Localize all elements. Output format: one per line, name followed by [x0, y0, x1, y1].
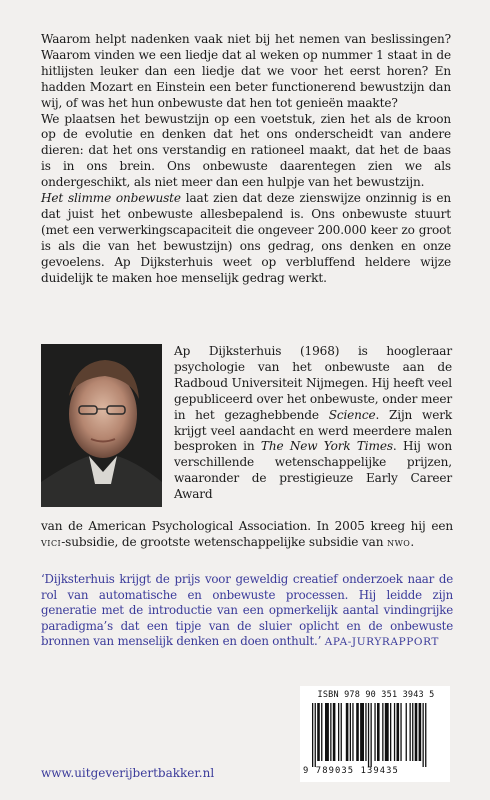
bio-journal-science: Science	[328, 407, 376, 422]
barcode-bar	[365, 703, 366, 761]
barcode-bar	[352, 703, 353, 761]
vici-label: vici	[41, 534, 62, 549]
barcode-bar	[356, 703, 359, 761]
barcode-bar	[425, 703, 426, 767]
author-bio-continued	[41, 519, 453, 551]
bio-text-3: . Hij won verschillende wetenschappelijke prijzen, waaronder de prestigieuze Early Career Award	[174, 439, 452, 502]
quote-text: ‘Dijksterhuis krijgt de prijs voor geweldig creatief onderzoek naar de rol van automatische en onbewuste processen. Hij leidde zijn generatie met de introductie van een opmerkelijk aantal vindingrijke paradigma’s dat een tipje van de sluier oplicht en de onbewuste bronnen van menselijk denken en doen onthult.’	[41, 572, 453, 649]
barcode-bar	[397, 703, 400, 761]
barcode-bars	[310, 703, 440, 769]
barcode-bar	[371, 703, 372, 767]
barcode-bar	[377, 703, 380, 761]
barcode-bar	[406, 703, 407, 761]
author-photo	[41, 344, 162, 507]
bio-tail-2: -subsidie, de grootste wetenschappelijke subsidie van	[61, 534, 388, 549]
barcode-bar	[350, 703, 351, 761]
intro-paragraph-3-text: laat zien dat deze zienswijze onzinnig is en dat juist het onbewuste allesbepalend is. Ons onbewuste stuurt (met een verwerkingscapaciteit die ongeveer 200.000 keer zo groot is als die van het bewustzijn) ons gedrag, ons denken en onze gevoelens. Ap Dijksterhuis weet op verbluffend heldere wijze duidelijk te maken hoe menselijk gedrag werkt.	[41, 191, 452, 285]
barcode-bar	[333, 703, 336, 761]
barcode-bar	[374, 703, 375, 761]
barcode-bar	[321, 703, 322, 761]
quote-source: APA-JURYRAPPORT	[324, 636, 440, 649]
barcode-bar	[415, 703, 418, 761]
barcode-bar	[390, 703, 391, 761]
bio-tail-1: van de American Psychological Association. In 2005 kreeg hij een	[41, 519, 453, 533]
barcode-bar	[368, 703, 369, 767]
barcode-bar	[338, 703, 339, 761]
barcode-bar	[325, 703, 329, 761]
bio-text-1: Ap Dijksterhuis (1968) is hoogleraar psychologie van het onbewuste aan de Radboud Universiteit Nijmegen. Hij heeft veel gepubliceerd over het onbewuste, onder meer in het gezaghebbende	[174, 344, 452, 422]
bio-tail-3: .	[410, 534, 415, 549]
barcode-bar	[382, 703, 383, 761]
ean-number: 9 789035 139435	[303, 766, 399, 776]
barcode-bar	[419, 703, 422, 761]
intro-paragraph-3	[41, 191, 451, 286]
jury-quote	[41, 572, 453, 651]
barcode-bar	[317, 703, 320, 761]
barcode-bar	[412, 703, 413, 761]
barcode-bar	[346, 703, 349, 761]
barcode-bar	[385, 703, 389, 761]
barcode	[300, 686, 450, 782]
barcode-bar	[400, 703, 401, 761]
publisher-website[interactable]: www.uitgeverijbertbakker.nl	[41, 766, 215, 780]
barcode-bar	[341, 703, 342, 761]
barcode-bar	[360, 703, 364, 761]
barcode-bar	[330, 703, 331, 761]
intro-paragraph-2-text: We plaatsen het bewustzijn op een voetstuk, zien het als de kroon op de evolutie en denken dat het ons onderscheidt van andere dieren: dat het ons verstandig en rationeel maakt, dat het de baas is in ons brein. Ons onbewuste daarentegen zien we als ondergeschikt, als niet meer dan een hulpje van het bewustzijn.	[41, 111, 451, 190]
barcode-bar	[315, 703, 316, 767]
author-bio	[174, 344, 452, 503]
isbn-label: ISBN 978 90 351 3943 5	[317, 690, 435, 700]
bio-text-2: . Zijn werk krijgt veel aandacht en werd meerdere malen besproken in	[174, 407, 453, 454]
barcode-bar	[312, 703, 313, 767]
intro-paragraph-2	[41, 112, 451, 192]
intro-text	[41, 32, 451, 287]
barcode-bar	[423, 703, 424, 767]
barcode-bar	[410, 703, 411, 761]
barcode-bar	[394, 703, 395, 761]
book-title: Het slimme onbewuste	[41, 191, 181, 206]
bio-newspaper: The New York Times	[260, 439, 393, 454]
nwo-label: nwo	[387, 534, 411, 549]
intro-paragraph-1: Waarom helpt nadenken vaak niet bij het nemen van beslissingen? Waarom vinden we een liedje dat al weken op nummer 1 staat in de hitlijsten leuker dan een liedje dat we voor het eerst horen? En hadden Mozart en Einstein een beter functionerend bewustzijn dan wij, of was het hun onbewuste dat hen tot genieën maakte?	[41, 32, 451, 110]
